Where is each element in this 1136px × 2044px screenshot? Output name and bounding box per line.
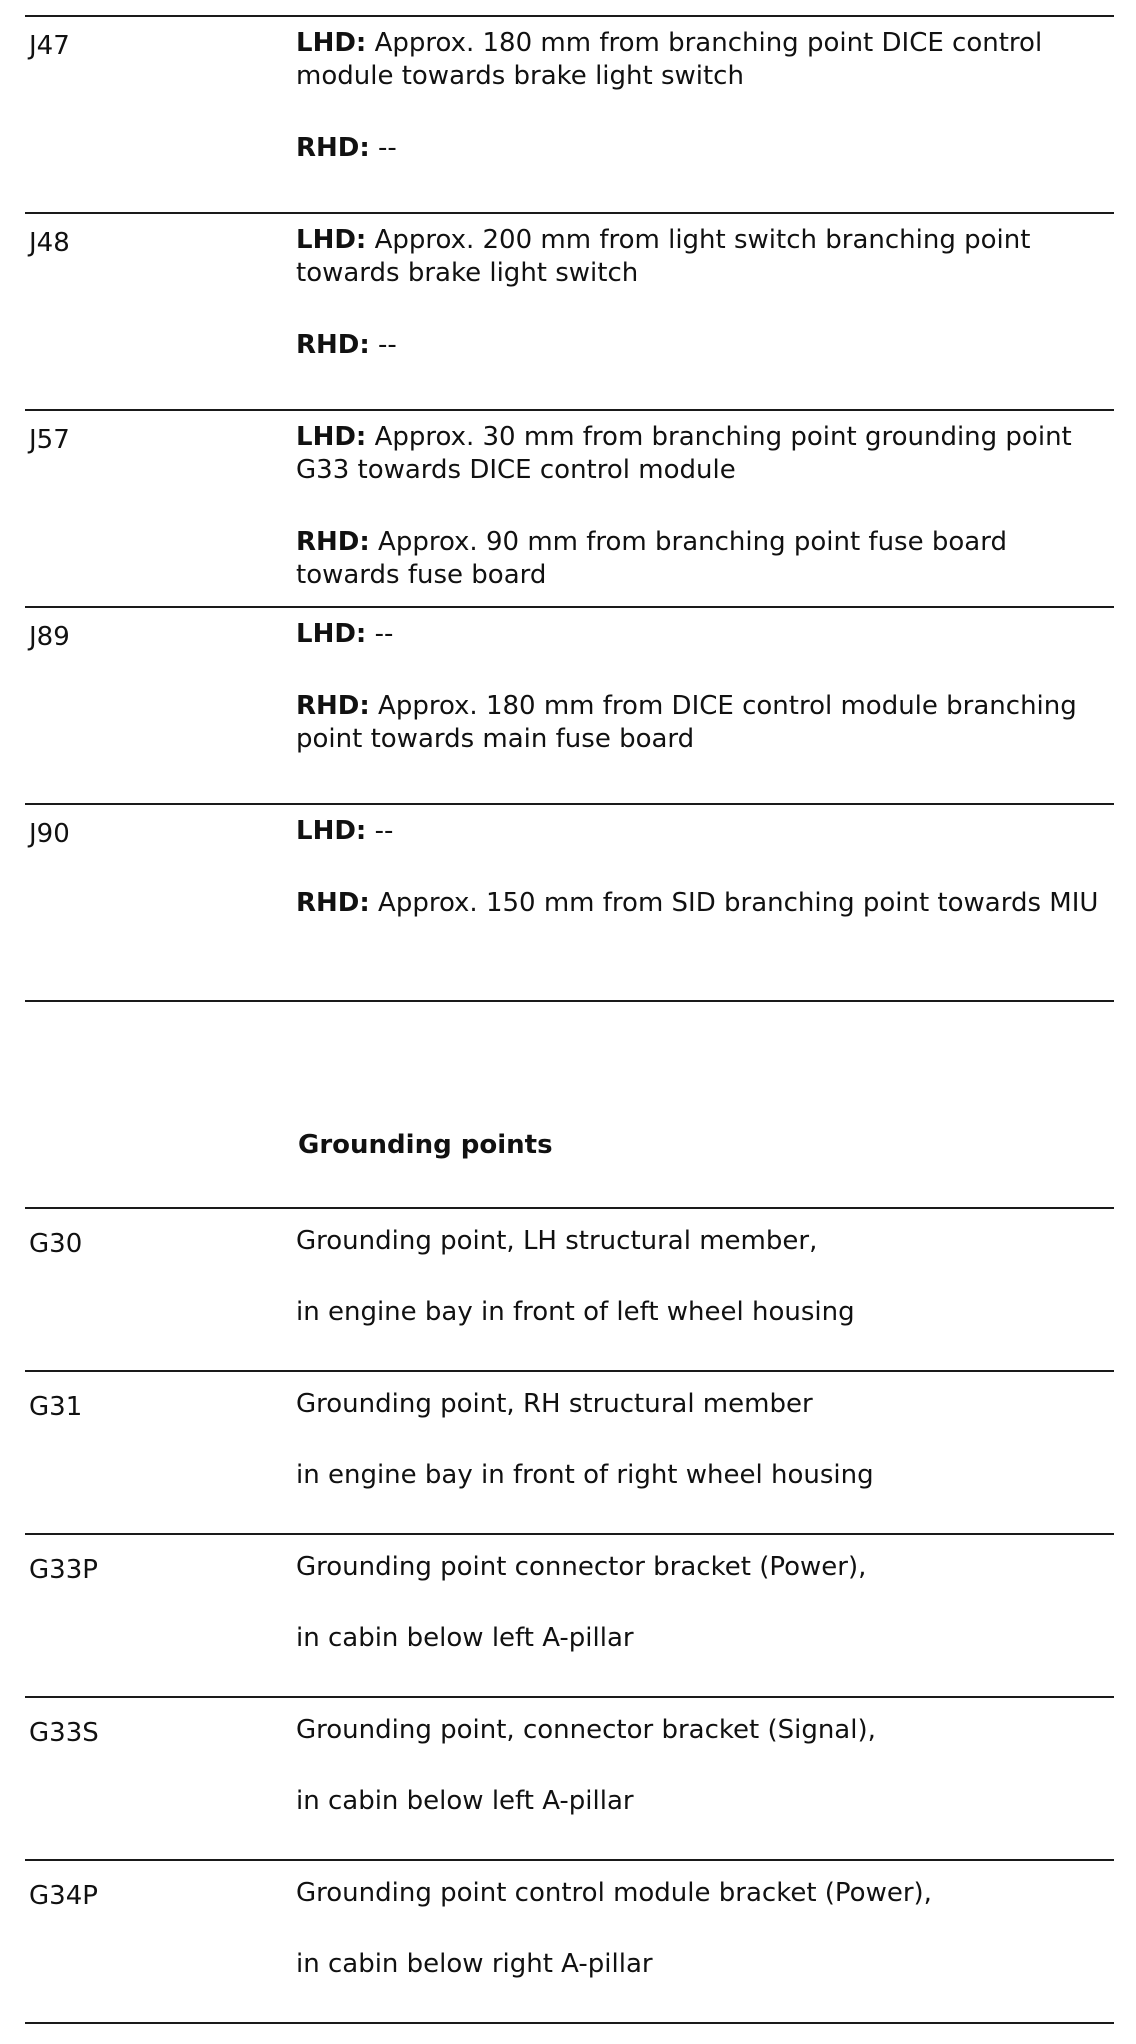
junction-table (25, 15, 1114, 1002)
rhd-text: Approx. 180 mm from DICE control module branching point towards main fuse board (296, 691, 1077, 754)
lhd-paragraph (296, 27, 1114, 93)
rhd-label: RHD: (296, 330, 370, 360)
grounding-code: G34P (29, 1881, 98, 1911)
rhd-label: RHD: (296, 527, 370, 557)
rhd-label: RHD: (296, 691, 370, 721)
lhd-text: -- (366, 816, 394, 846)
junction-code: J89 (29, 622, 70, 652)
lhd-paragraph (296, 618, 1114, 651)
grounding-line-1: Grounding point, LH structural member, (296, 1226, 818, 1256)
junction-description (296, 805, 1114, 920)
rhd-label: RHD: (296, 133, 370, 163)
rhd-paragraph (296, 526, 1114, 592)
lhd-label: LHD: (296, 28, 367, 58)
rhd-paragraph (296, 887, 1114, 920)
grounding-line-2: in cabin below right A-pillar (296, 1949, 653, 1979)
rhd-text: Approx. 150 mm from SID branching point towards MIU (369, 888, 1099, 918)
grounding-row (25, 1696, 1114, 1859)
lhd-label: LHD: (296, 816, 367, 846)
rhd-text: -- (369, 330, 397, 360)
lhd-paragraph (296, 815, 1114, 848)
lhd-label: LHD: (296, 619, 367, 649)
grounding-description (296, 1372, 1114, 1492)
grounding-line-2: in engine bay in front of left wheel housing (296, 1297, 855, 1327)
rhd-label: RHD: (296, 888, 370, 918)
grounding-code: G33P (29, 1555, 98, 1585)
grounding-line-2: in cabin below left A-pillar (296, 1786, 634, 1816)
junction-description (296, 608, 1114, 756)
junction-row (25, 15, 1114, 212)
junction-description (296, 17, 1114, 165)
grounding-code: G30 (29, 1229, 83, 1259)
junction-row (25, 606, 1114, 803)
grounding-description (296, 1535, 1114, 1655)
grounding-row (25, 1859, 1114, 2024)
grounding-code: G33S (29, 1718, 99, 1748)
lhd-paragraph (296, 224, 1114, 290)
junction-row (25, 803, 1114, 1002)
rhd-paragraph (296, 132, 1114, 165)
grounding-table (25, 1207, 1114, 2024)
grounding-points-heading: Grounding points (298, 1130, 553, 1160)
rhd-paragraph (296, 690, 1114, 756)
lhd-text: Approx. 180 mm from branching point DICE control module towards brake light switch (296, 28, 1043, 91)
grounding-row (25, 1533, 1114, 1696)
grounding-line-2: in engine bay in front of right wheel housing (296, 1460, 874, 1490)
grounding-description (296, 1209, 1114, 1329)
junction-description (296, 411, 1114, 592)
junction-code: J48 (29, 228, 70, 258)
grounding-row (25, 1207, 1114, 1370)
lhd-text: Approx. 200 mm from light switch branching point towards brake light switch (296, 225, 1031, 288)
grounding-description (296, 1698, 1114, 1818)
grounding-line-1: Grounding point, connector bracket (Signal), (296, 1715, 876, 1745)
rhd-text: Approx. 90 mm from branching point fuse board towards fuse board (296, 527, 1007, 590)
junction-code: J57 (29, 425, 70, 455)
lhd-text: Approx. 30 mm from branching point grounding point G33 towards DICE control module (296, 422, 1072, 485)
rhd-text: -- (369, 133, 397, 163)
grounding-row (25, 1370, 1114, 1533)
junction-description (296, 214, 1114, 362)
lhd-label: LHD: (296, 422, 367, 452)
grounding-line-1: Grounding point, RH structural member (296, 1389, 813, 1419)
junction-code: J90 (29, 819, 70, 849)
junction-row (25, 409, 1114, 606)
grounding-description (296, 1861, 1114, 1981)
grounding-line-1: Grounding point connector bracket (Power), (296, 1552, 867, 1582)
lhd-text: -- (366, 619, 394, 649)
grounding-line-2: in cabin below left A-pillar (296, 1623, 634, 1653)
junction-row (25, 212, 1114, 409)
lhd-paragraph (296, 421, 1114, 487)
grounding-line-1: Grounding point control module bracket (Power), (296, 1878, 932, 1908)
lhd-label: LHD: (296, 225, 367, 255)
grounding-code: G31 (29, 1392, 83, 1422)
junction-code: J47 (29, 31, 70, 61)
rhd-paragraph (296, 329, 1114, 362)
